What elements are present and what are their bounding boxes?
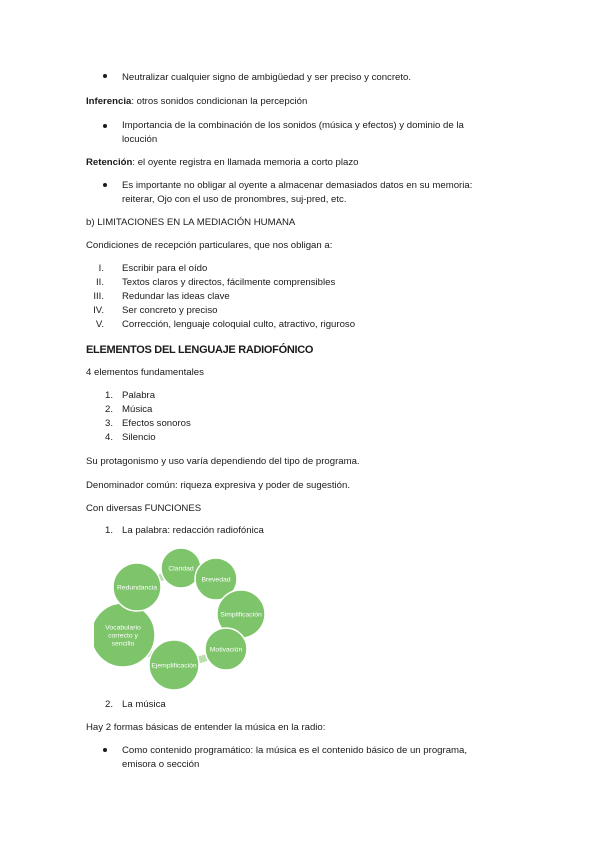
paragraph: Hay 2 formas básicas de entender la música en la radio: — [86, 722, 326, 733]
list-item: La música — [122, 699, 166, 710]
list-item: Redundar las ideas clave — [122, 291, 230, 302]
bullet-text: Importancia de la combinación de los sonidos (música y efectos) y dominio de la — [122, 120, 464, 131]
cycle-node-label: sencillo — [111, 640, 135, 648]
bullet-text-continued: reiterar, Ojo con el uso de pronombres, suj-pred, etc. — [122, 194, 347, 205]
list-item: Corrección, lenguaje coloquial culto, atractivo, riguroso — [122, 319, 356, 330]
paragraph: Su protagonismo y uso varía dependiendo del tipo de programa. — [86, 456, 360, 467]
list-item: Silencio — [122, 432, 156, 443]
bullet-dot — [103, 748, 107, 752]
cycle-node-label: Brevedad — [201, 576, 231, 584]
inferencia-definition: : otros sonidos condicionan la percepción — [131, 96, 308, 107]
cycle-node-vocabulario — [94, 603, 155, 667]
cycle-node-label: Simplificación — [220, 611, 262, 619]
bullet-text: Neutralizar cualquier signo de ambigüedad y ser preciso y concreto. — [122, 72, 412, 83]
redaccion-cycle-diagram — [94, 546, 284, 696]
cycle-node-label: Motivación — [209, 646, 243, 654]
list-item: Palabra — [122, 390, 156, 401]
list-number: 1. — [104, 390, 113, 401]
list-item: La palabra: redacción radiofónica — [122, 525, 264, 536]
bullet-dot — [103, 74, 107, 78]
section-heading: ELEMENTOS DEL LENGUAJE RADIOFÓNICO — [86, 344, 314, 356]
retencion-term: Retención — [86, 157, 133, 168]
list-number: 1. — [104, 525, 113, 536]
cycle-node-label: Redundancia — [116, 584, 158, 592]
cycle-node-label: correcto y — [108, 632, 138, 640]
paragraph: Con diversas FUNCIONES — [86, 503, 202, 514]
bullet-text-continued: locución — [122, 134, 158, 145]
cycle-node-label: Ejemplificación — [151, 662, 197, 670]
paragraph: Denominador común: riqueza expresiva y poder de sugestión. — [86, 480, 350, 491]
list-number: 2. — [104, 404, 113, 415]
list-number: V. — [95, 319, 104, 330]
section-subtitle: b) LIMITACIONES EN LA MEDIACIÓN HUMANA — [86, 217, 296, 228]
list-item: Efectos sonoros — [122, 418, 191, 429]
inferencia-paragraph — [86, 96, 307, 108]
list-number: 2. — [104, 699, 113, 710]
list-number: 4. — [104, 432, 113, 443]
cycle-node-motivacion — [205, 628, 247, 670]
bullet-text: Es importante no obligar al oyente a almacenar demasiados datos en su memoria: — [122, 180, 473, 191]
list-item: Escribir para el oído — [122, 263, 208, 274]
list-item: Ser concreto y preciso — [122, 305, 218, 316]
list-item: Música — [122, 404, 153, 415]
list-number: I. — [98, 263, 104, 274]
paragraph: Condiciones de recepción particulares, que nos obligan a: — [86, 240, 333, 251]
list-number: II. — [96, 277, 104, 288]
cycle-node-ejemplificacion — [149, 640, 199, 690]
cycle-node-redundancia — [113, 563, 161, 611]
bullet-dot — [103, 124, 107, 128]
bullet-dot — [103, 183, 107, 187]
retencion-paragraph — [86, 157, 359, 169]
cycle-node-label: Claridad — [168, 565, 194, 573]
inferencia-term: Inferencia — [86, 96, 132, 107]
bullet-text: Como contenido programático: la música es el contenido básico de un programa, — [122, 745, 468, 756]
retencion-definition: : el oyente registra en llamada memoria a corto plazo — [132, 157, 359, 168]
list-number: III. — [93, 291, 104, 302]
list-number: 3. — [104, 418, 113, 429]
paragraph: 4 elementos fundamentales — [86, 367, 204, 378]
list-item: Textos claros y directos, fácilmente comprensibles — [122, 277, 336, 288]
list-number: IV. — [93, 305, 104, 316]
cycle-node-label: Vocabulario — [105, 624, 141, 632]
bullet-text-continued: emisora o sección — [122, 759, 200, 770]
